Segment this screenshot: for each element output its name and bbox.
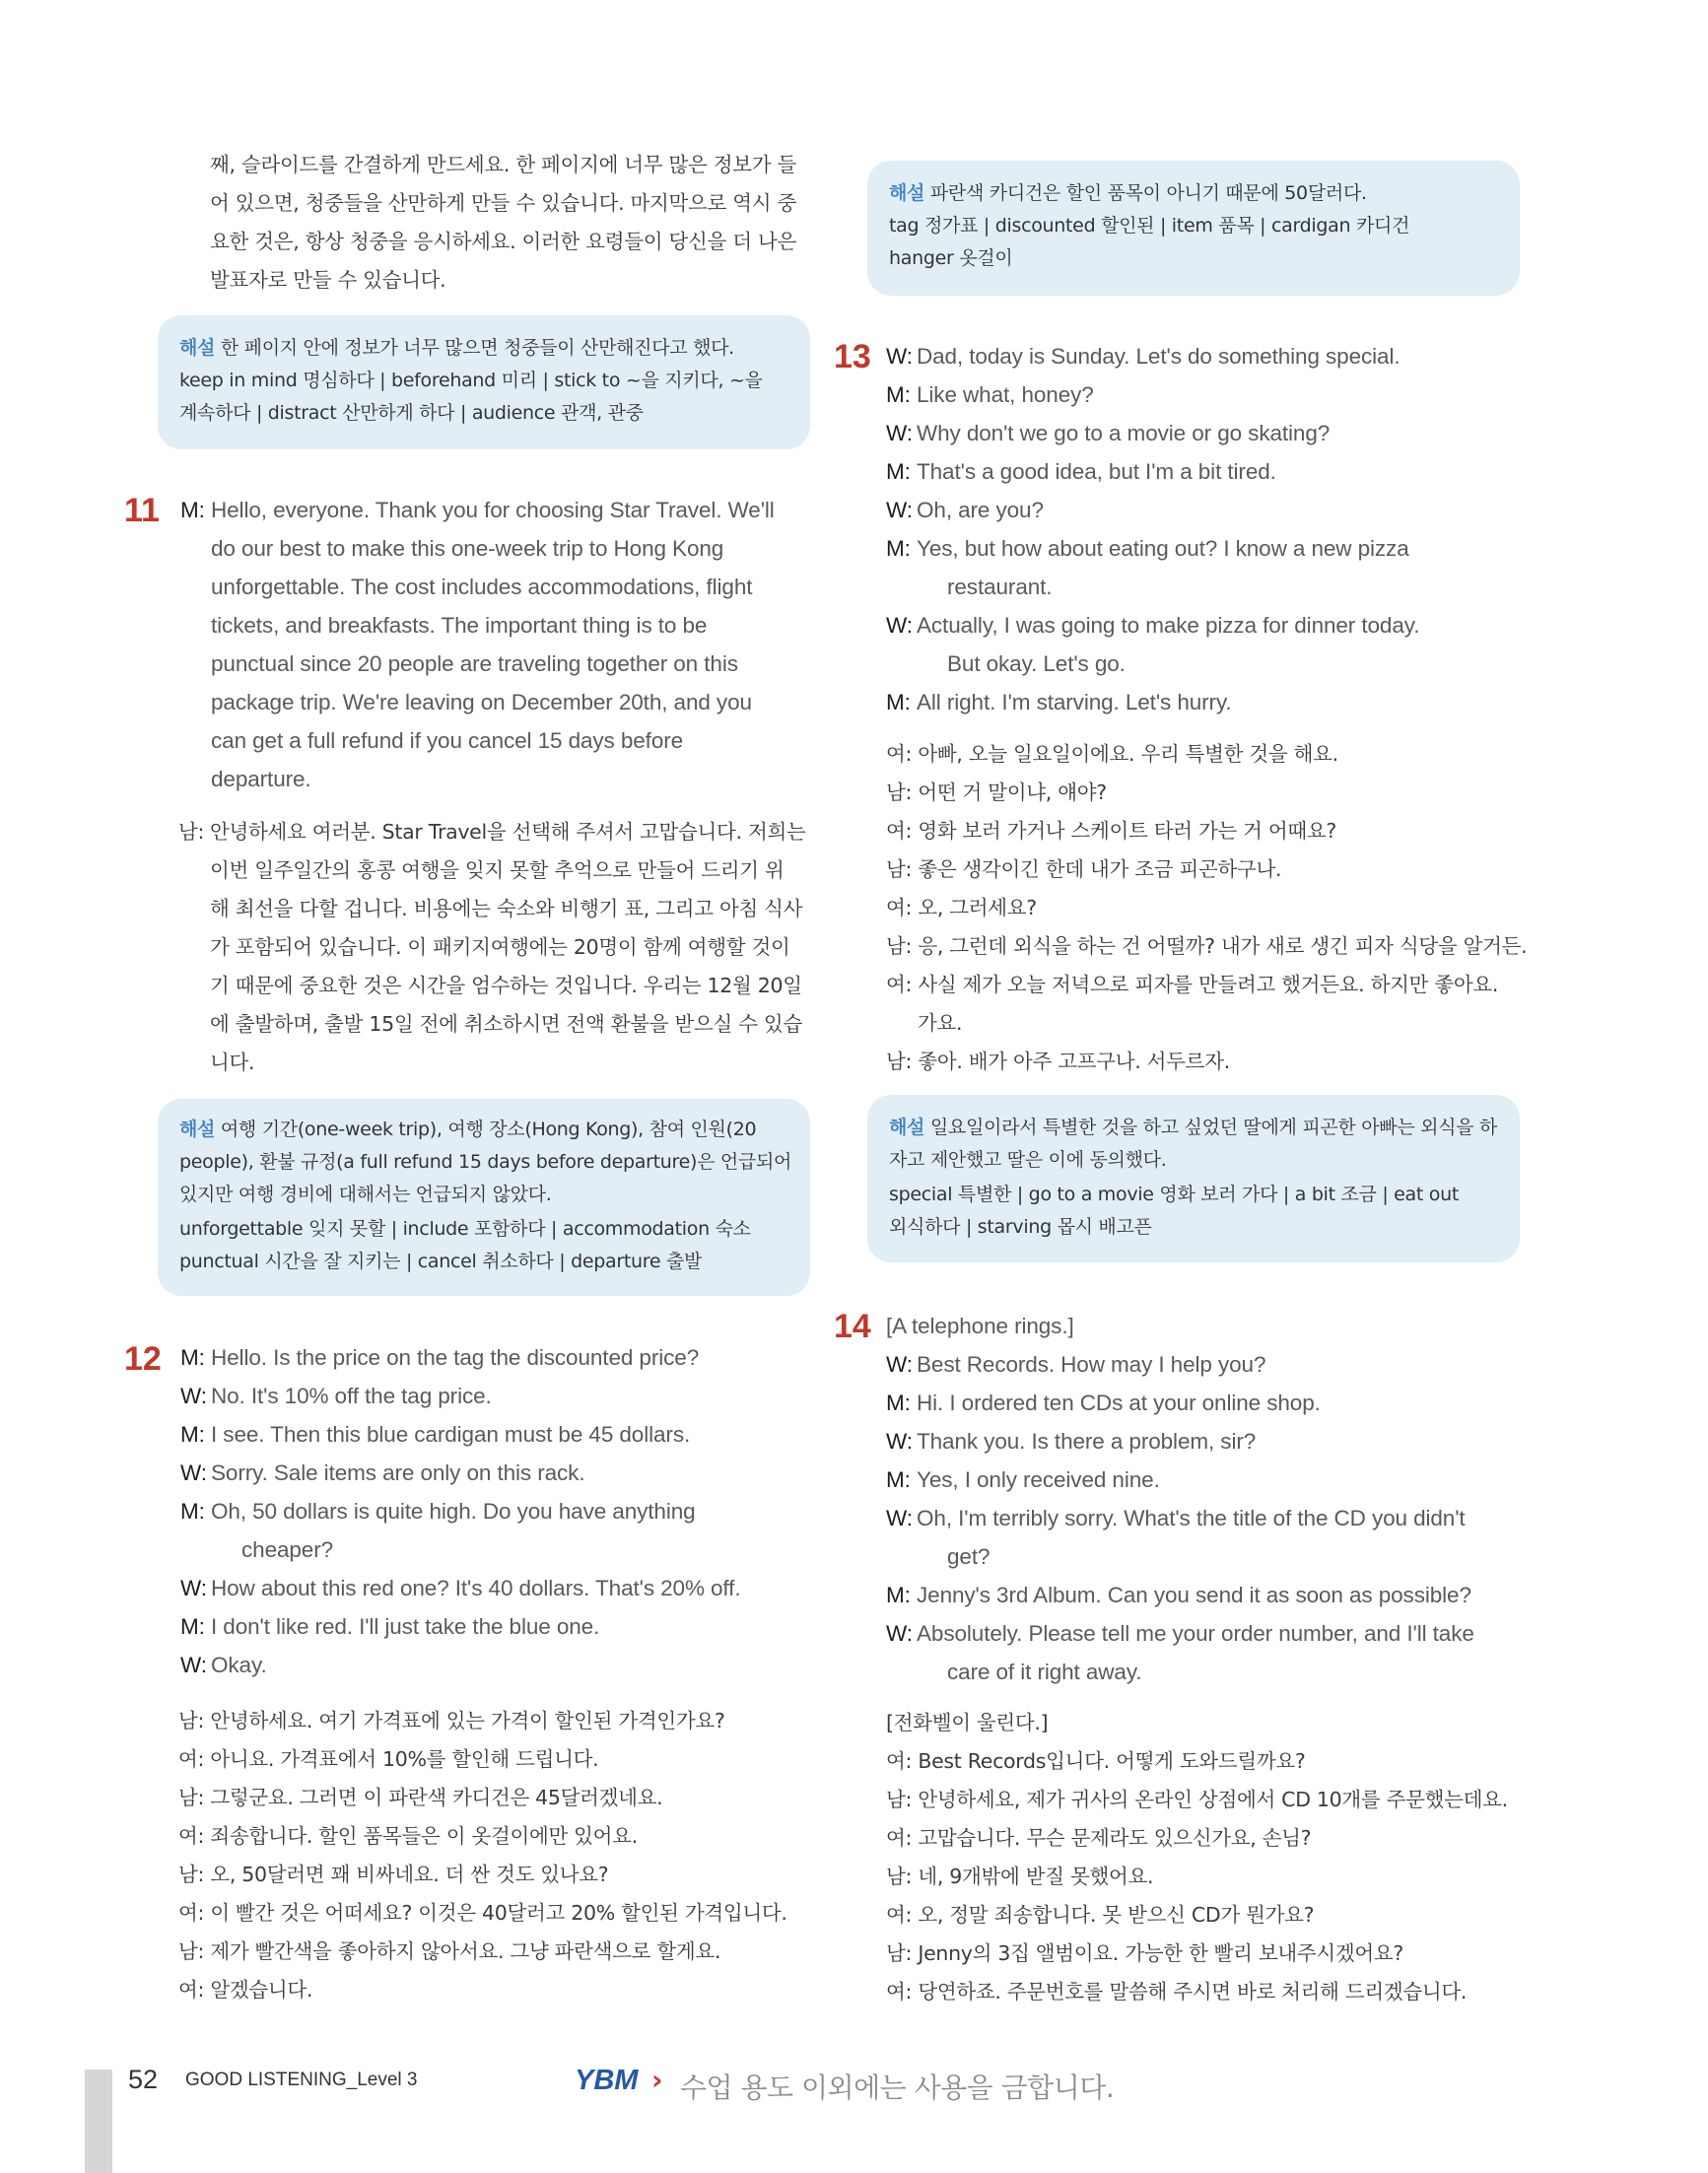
script-line: tickets, and breakfasts. The important thing is to be (211, 613, 708, 638)
script-line: I don't like red. I'll just take the blue one. (211, 1614, 600, 1639)
script-line: Thank you. Is there a problem, sir? (917, 1429, 1257, 1454)
explanation-line: hanger 옷걸이 (889, 247, 1013, 269)
explanation-label: 해설 (889, 182, 925, 204)
text-line: 가요. (918, 1011, 963, 1035)
script-line: unforgettable. The cost includes accommodations, flight (211, 575, 753, 599)
script-line: How about this red one? It's 40 dollars. That's 20% off. (211, 1576, 741, 1600)
script-line: Hello, everyone. Thank you for choosing Star Travel. We'll (211, 498, 775, 522)
text-line: 여: 죄송합니다. 할인 품목들은 이 옷걸이에만 있어요. (178, 1824, 638, 1848)
speaker-label: W: (180, 1576, 207, 1600)
text-line: 남: Jenny의 3집 앨범이요. 가능한 한 빨리 보내주시겠어요? (886, 1941, 1403, 1965)
explanation-box (867, 1095, 1520, 1262)
speaker-label: M: (886, 536, 911, 561)
text-line: 니다. (210, 1051, 255, 1074)
text-line: 이번 일주일간의 홍콩 여행을 잊지 못할 추억으로 만들어 드리기 위 (210, 858, 785, 882)
text-line: 여: 오, 정말 죄송합니다. 못 받으신 CD가 뭔가요? (886, 1903, 1315, 1927)
script-line: Hi. I ordered ten CDs at your online shop. (917, 1391, 1321, 1415)
question-number: 12 (124, 1340, 162, 1378)
text-line: 남: 네, 9개밖에 받질 못했어요. (886, 1865, 1154, 1888)
text-line: [전화벨이 울린다.] (886, 1711, 1049, 1734)
explanation-label: 해설 (179, 337, 216, 359)
text-line: 여: 아빠, 오늘 일요일이에요. 우리 특별한 것을 해요. (886, 742, 1338, 766)
text-line: 여: 사실 제가 오늘 저녁으로 피자를 만들려고 했거든요. 하지만 좋아요. (886, 973, 1499, 996)
explanation-line: 외식하다 | starving 몹시 배고픈 (889, 1216, 1152, 1238)
text-line: 여: 이 빨간 것은 어떠세요? 이것은 40달러고 20% 할인된 가격입니다. (178, 1901, 787, 1925)
explanation-box (158, 1099, 810, 1296)
explanation-line: tag 정가표 | discounted 할인된 | item 품목 | cardigan 카디건 (889, 215, 1410, 237)
explanation-line: 계속하다 | distract 산만하게 하다 | audience 관객, 관중 (179, 402, 644, 424)
explanation-line: people), 환불 규정(a full refund 15 days before departure)은 언급되어 (179, 1151, 792, 1173)
script-line: Hello. Is the price on the tag the discounted price? (211, 1345, 700, 1370)
script-line: I see. Then this blue cardigan must be 45 dollars. (211, 1422, 691, 1447)
explanation-line: 해설 여행 기간(one-week trip), 여행 장소(Hong Kong), 참여 인원(20 (179, 1119, 757, 1140)
text-line: 여: 고맙습니다. 무슨 문제라도 있으신가요, 손님? (886, 1826, 1312, 1850)
speaker-label: M: (886, 459, 911, 484)
text-line: 요한 것은, 항상 청중을 응시하세요. 이러한 요령들이 당신을 더 나은 (210, 230, 796, 253)
script-line: cheaper? (241, 1537, 334, 1562)
script-line: Sorry. Sale items are only on this rack. (211, 1460, 585, 1485)
script-line: care of it right away. (947, 1660, 1142, 1684)
explanation-line: 해설 한 페이지 안에 정보가 너무 많으면 청중들이 산만해진다고 했다. (179, 337, 734, 359)
script-line: Actually, I was going to make pizza for dinner today. (917, 613, 1420, 638)
speaker-label: M: (886, 1467, 911, 1492)
speaker-label: W: (180, 1460, 207, 1485)
speaker-label: W: (886, 1429, 913, 1454)
text-line: 가 포함되어 있습니다. 이 패키지여행에는 20명이 함께 여행할 것이 (210, 935, 790, 959)
text-line: 에 출발하며, 출발 15일 전에 취소하시면 전액 환불을 받으실 수 있습 (210, 1012, 802, 1036)
explanation-line: keep in mind 명심하다 | beforehand 미리 | stick to ~을 지키다, ~을 (179, 370, 763, 391)
script-line: Like what, honey? (917, 382, 1094, 407)
question-number: 13 (834, 338, 871, 375)
script-line: Best Records. How may I help you? (917, 1352, 1266, 1377)
script-line: All right. I'm starving. Let's hurry. (917, 690, 1232, 714)
explanation-label: 해설 (179, 1119, 216, 1140)
script-line: package trip. We're leaving on December 20th, and you (211, 690, 752, 714)
script-line: Yes, I only received nine. (917, 1467, 1160, 1492)
script-line: Yes, but how about eating out? I know a new pizza (917, 536, 1409, 561)
speaker-label: W: (886, 613, 913, 638)
speaker-label: W: (886, 1621, 913, 1646)
script-line: Why don't we go to a movie or go skating? (917, 421, 1331, 445)
script-line: Absolutely. Please tell me your order number, and I'll take (917, 1621, 1474, 1646)
footer-bar (85, 2070, 112, 2173)
text-line: 발표자로 만들 수 있습니다. (210, 268, 446, 292)
script-line: Dad, today is Sunday. Let's do something special. (917, 344, 1401, 369)
explanation-line: unforgettable 잊지 못할 | include 포함하다 | accommodation 숙소 (179, 1218, 751, 1240)
speaker-label: W: (180, 1384, 207, 1408)
text-line: 남: 어떤 거 말이냐, 얘야? (886, 781, 1107, 804)
script-line: can get a full refund if you cancel 15 days before (211, 728, 684, 753)
text-line: 째, 슬라이드를 간결하게 만드세요. 한 페이지에 너무 많은 정보가 들 (210, 153, 796, 176)
explanation-box (867, 161, 1520, 296)
speaker-label: M: (886, 1391, 911, 1415)
text-line: 여: 알겠습니다. (178, 1978, 313, 2002)
page-number: 52 (128, 2065, 159, 2094)
text-line: 남: 응, 그런데 외식을 하는 건 어떨까? 내가 새로 생긴 피자 식당을 알거든. (886, 934, 1528, 958)
text-line: 여: 아니요. 가격표에서 10%를 할인해 드립니다. (178, 1747, 599, 1771)
script-line: Okay. (211, 1653, 267, 1677)
text-line: 남: 좋은 생각이긴 한데 내가 조금 피곤하구나. (886, 857, 1282, 881)
text-line: 안녕하세요 여러분. Star Travel을 선택해 주셔서 고맙습니다. 저희는 (210, 820, 806, 844)
text-line: 남: 안녕하세요, 제가 귀사의 온라인 상점에서 CD 10개를 주문했는데요. (886, 1788, 1508, 1811)
book-title: GOOD LISTENING_Level 3 (185, 2070, 418, 2090)
text-line: 여: 오, 그러세요? (886, 896, 1037, 919)
text-line: 남: 좋아. 배가 아주 고프구나. 서두르자. (886, 1050, 1230, 1073)
chevron-right-icon: › (651, 2064, 663, 2096)
brand-logo: YBM (575, 2065, 639, 2096)
text-line: 남: 오, 50달러면 꽤 비싸네요. 더 싼 것도 있나요? (178, 1863, 609, 1886)
speaker-label: M: (886, 382, 911, 407)
explanation-line: 자고 제안했고 딸은 이에 동의했다. (889, 1149, 1167, 1171)
explanation-line: 해설 파란색 카디건은 할인 품목이 아니기 때문에 50달러다. (889, 182, 1367, 204)
text-line: 남: 제가 빨간색을 좋아하지 않아서요. 그냥 파란색으로 할게요. (178, 1939, 721, 1963)
speaker-label: M: (180, 1422, 205, 1447)
script-line: punctual since 20 people are traveling together on this (211, 651, 738, 676)
text-line: 여: 영화 보러 가거나 스케이트 타러 가는 거 어때요? (886, 819, 1336, 843)
script-line: [A telephone rings.] (886, 1314, 1074, 1338)
text-line: 해 최선을 다할 겁니다. 비용에는 숙소와 비행기 표, 그리고 아침 식사 (210, 897, 803, 920)
speaker-label: W: (886, 498, 913, 522)
speaker-label: M: (180, 1499, 205, 1524)
script-line: Oh, 50 dollars is quite high. Do you have anything (211, 1499, 696, 1524)
speaker-label: W: (180, 1653, 207, 1677)
speaker-label: M: (180, 498, 205, 522)
explanation-line: 있지만 여행 경비에 대해서는 언급되지 않았다. (179, 1184, 552, 1205)
explanation-box (158, 315, 810, 449)
explanation-line: 해설 일요일이라서 특별한 것을 하고 싶었던 딸에게 피곤한 아빠는 외식을 하 (889, 1117, 1498, 1138)
question-number: 11 (124, 492, 160, 529)
script-line: But okay. Let's go. (947, 651, 1126, 676)
script-line: Oh, are you? (917, 498, 1044, 522)
explanation-line: special 특별한 | go to a movie 영화 보러 가다 | a bit 조금 | eat out (889, 1184, 1460, 1205)
script-line: That's a good idea, but I'm a bit tired. (917, 459, 1276, 484)
speaker-label: W: (886, 344, 913, 369)
text-line: 어 있으면, 청중들을 산만하게 만들 수 있습니다. 마지막으로 역시 중 (210, 191, 796, 215)
script-line: Jenny's 3rd Album. Can you send it as soon as possible? (917, 1583, 1471, 1607)
text-line: 여: 당연하죠. 주문번호를 말씀해 주시면 바로 처리해 드리겠습니다. (886, 1980, 1468, 2003)
speaker-label: M: (180, 1345, 205, 1370)
speaker-label: M: (886, 690, 911, 714)
script-line: No. It's 10% off the tag price. (211, 1384, 492, 1408)
speaker-label: M: (886, 1583, 911, 1607)
text-line: 남: 그렇군요. 그러면 이 파란색 카디건은 45달러겠네요. (178, 1786, 663, 1809)
speaker-label: W: (886, 421, 913, 445)
usage-notice: 수업 용도 이외에는 사용을 금합니다. (680, 2071, 1115, 2104)
explanation-label: 해설 (889, 1117, 925, 1138)
text-line: 기 때문에 중요한 것은 시간을 엄수하는 것입니다. 우리는 12월 20일 (210, 974, 802, 997)
text-line: 남: 안녕하세요. 여기 가격표에 있는 가격이 할인된 가격인가요? (178, 1709, 725, 1732)
question-number: 14 (834, 1308, 871, 1345)
script-line: get? (947, 1544, 991, 1569)
script-line: Oh, I'm terribly sorry. What's the title of the CD you didn't (917, 1506, 1466, 1530)
speaker-label: W: (886, 1352, 913, 1377)
text-line: 여: Best Records입니다. 어떻게 도와드릴까요? (886, 1749, 1306, 1773)
speaker-label: M: (180, 1614, 205, 1639)
script-line: do our best to make this one-week trip to Hong Kong (211, 536, 724, 561)
script-line: departure. (211, 767, 311, 791)
explanation-line: punctual 시간을 잘 지키는 | cancel 취소하다 | departure 출발 (179, 1251, 703, 1272)
speaker-label: W: (886, 1506, 913, 1530)
script-line: restaurant. (947, 575, 1053, 599)
speaker-label: 남: (178, 820, 205, 844)
